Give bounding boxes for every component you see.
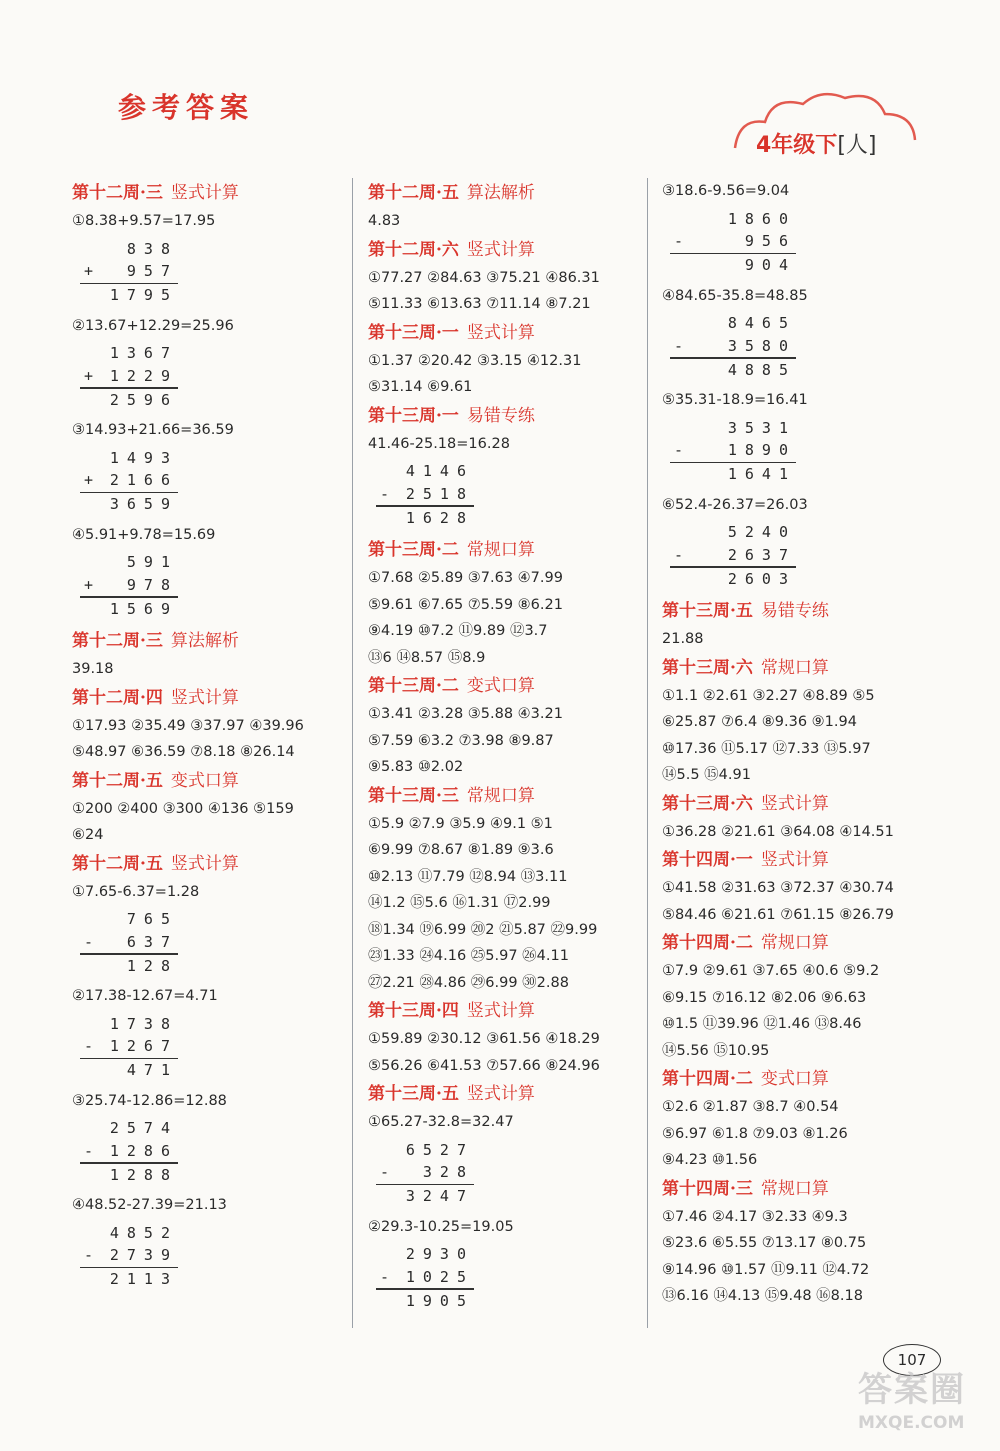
equation-line: ③14.93+21.66=36.59 [72, 422, 234, 438]
vertical-digits: 3247 [405, 1187, 474, 1205]
vertical-row [670, 254, 796, 277]
vertical-digits: 3531 [727, 418, 796, 437]
answer-line: ①3.41 ②3.28 ③5.88 ④3.21 [368, 706, 563, 722]
page-number: 107 [883, 1344, 941, 1376]
answer-line: ⑤48.97 ⑥36.59 ⑦8.18 ⑧26.14 [72, 744, 295, 760]
vertical-digits: 1367 [109, 344, 178, 362]
vertical-row [670, 521, 796, 544]
section-heading [368, 781, 638, 811]
section-heading [662, 653, 942, 683]
vertical-digits: 1905 [405, 1291, 474, 1310]
answer-line: 39.18 [72, 661, 114, 677]
operator-sign: + [84, 262, 94, 280]
vertical-calculation [80, 238, 178, 307]
vertical-row [80, 1013, 178, 1036]
section-heading [72, 683, 342, 713]
vertical-digits: 904 [744, 256, 796, 274]
section-type: 常规口算 [760, 933, 829, 953]
operator-sign: + [84, 575, 94, 594]
section-type: 变式口算 [466, 676, 535, 696]
answer-section [662, 1064, 942, 1174]
section-type: 常规口算 [466, 540, 535, 560]
answer-line: ⑤6.97 ⑥1.8 ⑦9.03 ⑧1.26 [662, 1125, 848, 1142]
answer-line: ⑭5.56 ⑮10.95 [662, 1042, 770, 1059]
equation-line: ④48.52-27.39=21.13 [72, 1197, 227, 1213]
section-heading [72, 178, 342, 208]
equation-line: ①8.38+9.57=17.95 [72, 213, 216, 229]
vertical-calculation [670, 521, 796, 590]
section-week: 第十三周·二 [368, 540, 459, 560]
answer-section [662, 789, 942, 846]
section-type: 常规口算 [760, 657, 829, 678]
answer-line: ⑤7.59 ⑥3.2 ⑦3.98 ⑧9.87 [368, 732, 554, 749]
vertical-row [80, 1268, 178, 1291]
answer-section [662, 653, 942, 789]
answer-line: ①7.46 ②4.17 ③2.33 ④9.3 [662, 1208, 848, 1225]
section-heading [368, 178, 638, 208]
section-week: 第十二周·六 [368, 239, 459, 260]
equation-line: ③18.6-9.56=9.04 [662, 183, 790, 199]
vertical-digits: 4852 [109, 1223, 178, 1242]
vertical-digits: 6527 [405, 1140, 474, 1159]
vertical-row [376, 1139, 474, 1162]
section-week: 第十三周·五 [662, 601, 753, 621]
section-week: 第十三周·一 [368, 405, 459, 426]
answer-column-3 [662, 178, 942, 1310]
vertical-digits: 128 [126, 956, 178, 975]
vertical-row [80, 238, 178, 261]
section-type: 竖式计算 [170, 183, 239, 203]
vertical-row [80, 389, 178, 412]
section-heading [662, 789, 942, 819]
answer-section [72, 178, 342, 620]
section-type: 竖式计算 [466, 239, 535, 260]
answer-line: ①1.1 ②2.61 ③2.27 ④8.89 ⑤5 [662, 687, 875, 704]
answer-line: ⑨5.83 ⑩2.02 [368, 759, 464, 775]
section-week: 第十三周·一 [368, 322, 459, 343]
answer-line: ⑬6.16 ⑭4.13 ⑮9.48 ⑯8.18 [662, 1288, 863, 1304]
section-heading [72, 626, 342, 656]
vertical-row [376, 1290, 474, 1313]
answer-line: ①7.68 ②5.89 ③7.63 ④7.99 [368, 570, 563, 586]
section-type: 竖式计算 [760, 793, 829, 814]
section-type: 变式口算 [760, 1069, 829, 1089]
section-heading [368, 235, 638, 265]
vertical-digits: 5240 [727, 523, 796, 541]
operator-sign: - [380, 1163, 390, 1181]
operator-sign: - [380, 1267, 390, 1286]
answer-line: ⑩17.36 ⑪5.17 ⑫7.33 ⑬5.97 [662, 740, 871, 757]
answer-line: ⑨4.23 ⑩1.56 [662, 1152, 758, 1168]
answer-section [368, 535, 638, 671]
answer-line: ①200 ②400 ③300 ④136 ⑤159 [72, 800, 294, 817]
vertical-digits: 2739 [109, 1246, 178, 1264]
equation-line: ②29.3-10.25=19.05 [368, 1218, 514, 1235]
vertical-digits: 1890 [727, 441, 796, 459]
answer-line: ⑥9.15 ⑦16.12 ⑧2.06 ⑨6.63 [662, 989, 867, 1006]
equation-line: ①7.65-6.37=1.28 [72, 883, 200, 900]
answer-line: ⑤56.26 ⑥41.53 ⑦57.66 ⑧24.96 [368, 1057, 600, 1074]
vertical-digits: 2113 [109, 1270, 178, 1288]
section-type: 竖式计算 [760, 850, 829, 870]
section-type: 竖式计算 [466, 1084, 535, 1104]
operator-sign: - [84, 1141, 94, 1160]
operator-sign: - [380, 484, 390, 503]
equation-line: ③25.74-12.86=12.88 [72, 1092, 227, 1109]
section-week: 第十二周·五 [72, 770, 163, 791]
vertical-digits: 765 [126, 910, 178, 928]
equation-line: ②13.67+12.29=25.96 [72, 317, 234, 334]
answer-line: ⑤11.33 ⑥13.63 ⑦11.14 ⑧7.21 [368, 296, 591, 312]
operator-sign: + [84, 471, 94, 489]
vertical-row [80, 1117, 178, 1140]
operator-sign: - [674, 545, 684, 564]
vertical-digits: 956 [744, 232, 796, 250]
section-heading [662, 928, 942, 958]
answer-line: ⑥9.99 ⑦8.67 ⑧1.89 ⑨3.6 [368, 842, 554, 858]
vertical-digits: 2166 [109, 471, 178, 489]
vertical-row [80, 1222, 178, 1245]
section-week: 第十二周·五 [368, 183, 459, 203]
vertical-digits: 2574 [109, 1119, 178, 1137]
operator-sign: - [674, 441, 684, 459]
vertical-row [80, 955, 178, 978]
vertical-row [670, 312, 796, 335]
vertical-row [80, 1140, 178, 1163]
vertical-row [670, 544, 796, 567]
operator-sign: - [84, 932, 94, 951]
vertical-row [670, 359, 796, 382]
vertical-row [80, 260, 178, 283]
answer-line: ⑩2.13 ⑪7.79 ⑫8.94 ⑬3.11 [368, 868, 568, 885]
section-week: 第十二周·三 [72, 631, 163, 651]
vertical-row [80, 1059, 178, 1082]
section-heading [368, 996, 638, 1026]
vertical-digits: 978 [126, 575, 178, 594]
vertical-row [670, 463, 796, 486]
vertical-row [670, 230, 796, 253]
vertical-digits: 2637 [727, 545, 796, 564]
vertical-digits: 1738 [109, 1014, 178, 1033]
section-heading [662, 596, 942, 626]
vertical-row [80, 551, 178, 574]
vertical-row [376, 1243, 474, 1266]
vertical-digits: 838 [126, 239, 178, 258]
answer-line: ⑥24 [72, 827, 104, 843]
answer-line: ⑥25.87 ⑦6.4 ⑧9.36 ⑨1.94 [662, 714, 857, 730]
answer-section [72, 626, 342, 683]
section-heading [368, 671, 638, 701]
vertical-row [80, 469, 178, 492]
vertical-digits: 637 [126, 932, 178, 951]
watermark-url: MXQE.COM [858, 1413, 965, 1433]
vertical-row [670, 568, 796, 591]
answer-line: ⑨4.19 ⑩7.2 ⑪9.89 ⑫3.7 [368, 623, 548, 639]
vertical-digits: 957 [126, 262, 178, 280]
answer-line: ⑩1.5 ⑪39.96 ⑫1.46 ⑬8.46 [662, 1016, 862, 1032]
vertical-row [80, 908, 178, 931]
vertical-calculation [670, 417, 796, 486]
answer-line: ㉓1.33 ㉔4.16 ㉕5.97 ㉖4.11 [368, 948, 569, 964]
grade-badge [756, 128, 876, 159]
vertical-calculation [80, 1013, 178, 1082]
section-week: 第十二周·四 [72, 687, 163, 708]
section-type: 竖式计算 [466, 1001, 535, 1021]
equation-line: ②17.38-12.67=4.71 [72, 988, 218, 1004]
section-heading [368, 1079, 638, 1109]
column-divider [352, 178, 353, 1328]
answer-section [368, 235, 638, 318]
vertical-calculation [670, 208, 796, 277]
section-heading [368, 401, 638, 431]
answer-line: ①77.27 ②84.63 ③75.21 ④86.31 [368, 269, 600, 286]
vertical-row [376, 460, 474, 483]
section-heading [662, 1064, 942, 1094]
vertical-calculation [670, 312, 796, 381]
section-week: 第十三周·六 [662, 793, 753, 814]
section-heading [662, 845, 942, 875]
equation-line: ④84.65-35.8=48.85 [662, 287, 808, 304]
vertical-row [80, 1164, 178, 1187]
equation-line: ④5.91+9.78=15.69 [72, 526, 216, 543]
equation-line: ⑤35.31-18.9=16.41 [662, 392, 808, 408]
vertical-digits: 471 [126, 1061, 178, 1079]
vertical-row [80, 493, 178, 516]
section-week: 第十二周·五 [72, 853, 163, 874]
vertical-row [670, 208, 796, 231]
section-week: 第十四周·一 [662, 850, 753, 870]
section-heading [662, 1174, 942, 1204]
answer-line: ①41.58 ②31.63 ③72.37 ④30.74 [662, 880, 894, 896]
vertical-digits: 1493 [109, 448, 178, 467]
vertical-calculation [80, 447, 178, 516]
section-type: 算法解析 [466, 183, 535, 203]
vertical-digits: 591 [126, 553, 178, 571]
answer-line: ①7.9 ②9.61 ③7.65 ④0.6 ⑤9.2 [662, 963, 880, 979]
vertical-digits: 2930 [405, 1245, 474, 1263]
vertical-calculation [376, 1243, 474, 1312]
section-type: 竖式计算 [170, 853, 239, 874]
vertical-row [80, 1035, 178, 1058]
watermark-logo [858, 1362, 998, 1450]
answer-line: ⑬6 ⑭8.57 ⑮8.9 [368, 649, 486, 666]
vertical-calculation [80, 1117, 178, 1186]
answer-section [662, 178, 942, 590]
vertical-digits: 4885 [727, 360, 796, 379]
section-week: 第十三周·五 [368, 1084, 459, 1104]
equation-line: ⑥52.4-26.37=26.03 [662, 496, 808, 513]
vertical-digits: 328 [422, 1163, 474, 1181]
vertical-digits: 3659 [109, 495, 178, 513]
section-week: 第十三周·三 [368, 785, 459, 806]
answer-line: ㉗2.21 ㉘4.86 ㉙6.99 ㉚2.88 [368, 974, 569, 991]
section-week: 第十四周·二 [662, 933, 753, 953]
answer-section [662, 845, 942, 928]
answer-section [368, 178, 638, 235]
section-type: 竖式计算 [466, 322, 535, 343]
section-week: 第十四周·二 [662, 1069, 753, 1089]
grade-label: 4年级下 [756, 133, 838, 158]
vertical-calculation [376, 1139, 474, 1208]
answer-section [368, 318, 638, 401]
vertical-digits: 8465 [727, 314, 796, 332]
answer-line: ⑤84.46 ⑥21.61 ⑦61.15 ⑧26.79 [662, 906, 894, 923]
vertical-digits: 1628 [405, 508, 474, 527]
watermark-text: 答案圈 [858, 1370, 966, 1410]
vertical-digits: 3580 [727, 336, 796, 355]
operator-sign: - [674, 232, 684, 250]
answer-section [72, 683, 342, 766]
answer-line: ⑤31.14 ⑥9.61 [368, 379, 473, 395]
answer-section [662, 1174, 942, 1310]
answer-section [368, 401, 638, 530]
section-type: 常规口算 [760, 1178, 829, 1199]
answer-section [72, 766, 342, 849]
answer-line: ⑱1.34 ⑲6.99 ⑳2 ㉑5.87 ㉒9.99 [368, 921, 598, 938]
section-type: 常规口算 [466, 785, 535, 806]
section-heading [368, 318, 638, 348]
vertical-row [80, 931, 178, 954]
vertical-digits: 1569 [109, 599, 178, 618]
answer-section [662, 596, 942, 653]
section-type: 竖式计算 [170, 687, 239, 708]
vertical-digits: 1025 [405, 1267, 474, 1286]
section-type: 算法解析 [170, 631, 239, 651]
answer-section [368, 1079, 638, 1312]
answer-line: ①17.93 ②35.49 ③37.97 ④39.96 [72, 717, 304, 734]
vertical-row [376, 507, 474, 530]
vertical-digits: 1795 [109, 286, 178, 304]
grade-edition: [人] [837, 133, 877, 158]
vertical-calculation [80, 342, 178, 411]
answer-section [662, 928, 942, 1064]
vertical-digits: 1229 [109, 366, 178, 385]
answer-section [368, 671, 638, 781]
answer-line: ⑨14.96 ⑩1.57 ⑪9.11 ⑫4.72 [662, 1261, 870, 1278]
vertical-row [376, 1266, 474, 1289]
answer-line: ①2.6 ②1.87 ③8.7 ④0.54 [662, 1099, 839, 1115]
vertical-row [376, 1185, 474, 1208]
vertical-calculation [80, 908, 178, 977]
vertical-calculation [80, 551, 178, 620]
vertical-digits: 1860 [727, 209, 796, 228]
section-week: 第十二周·三 [72, 183, 163, 203]
vertical-digits: 1641 [727, 465, 796, 483]
section-week: 第十三周·六 [662, 657, 753, 678]
operator-sign: - [84, 1246, 94, 1264]
answer-line: ⑤23.6 ⑥5.55 ⑦13.17 ⑧0.75 [662, 1235, 867, 1251]
answer-section [368, 996, 638, 1079]
answer-line: ⑤9.61 ⑥7.65 ⑦5.59 ⑧6.21 [368, 596, 563, 613]
vertical-row [670, 417, 796, 440]
answer-line: ①36.28 ②21.61 ③64.08 ④14.51 [662, 823, 894, 840]
answer-column-1 [72, 178, 342, 1297]
vertical-row [80, 598, 178, 621]
vertical-digits: 1267 [109, 1037, 178, 1055]
equation-line: ①65.27-32.8=32.47 [368, 1114, 514, 1130]
vertical-digits: 1288 [109, 1165, 178, 1184]
equation-line: 41.46-25.18=16.28 [368, 435, 510, 452]
vertical-digits: 2596 [109, 390, 178, 409]
section-type: 变式口算 [170, 770, 239, 791]
section-heading [72, 849, 342, 879]
column-divider [647, 178, 648, 1328]
vertical-row [80, 447, 178, 470]
answer-line: ①5.9 ②7.9 ③5.9 ④9.1 ⑤1 [368, 815, 553, 832]
answer-line: ⑭1.2 ⑮5.6 ⑯1.31 ⑰2.99 [368, 895, 551, 911]
vertical-digits: 1286 [109, 1141, 178, 1160]
answer-line: ⑭5.5 ⑮4.91 [662, 767, 751, 783]
vertical-row [80, 574, 178, 597]
vertical-row [670, 439, 796, 462]
answer-line: ①59.89 ②30.12 ③61.56 ④18.29 [368, 1031, 600, 1047]
vertical-calculation [376, 460, 474, 529]
vertical-row [80, 342, 178, 365]
section-heading [72, 766, 342, 796]
vertical-row [80, 284, 178, 307]
answer-column-2 [368, 178, 638, 1318]
section-type: 易错专练 [466, 405, 535, 426]
section-week: 第十三周·四 [368, 1001, 459, 1021]
section-week: 第十四周·三 [662, 1178, 753, 1199]
vertical-row [80, 1244, 178, 1267]
section-type: 易错专练 [760, 601, 829, 621]
answer-section [368, 781, 638, 997]
vertical-row [376, 1161, 474, 1184]
section-week: 第十三周·二 [368, 676, 459, 696]
operator-sign: - [674, 336, 684, 355]
vertical-digits: 4146 [405, 462, 474, 480]
vertical-digits: 2603 [727, 569, 796, 588]
page-title: 参考答案 [118, 91, 255, 124]
vertical-row [670, 335, 796, 358]
answer-section [72, 849, 342, 1291]
operator-sign: - [84, 1037, 94, 1055]
answer-line: 4.83 [368, 213, 401, 229]
vertical-row [376, 483, 474, 506]
operator-sign: + [84, 366, 94, 385]
answer-line: 21.88 [662, 631, 704, 647]
vertical-digits: 2518 [405, 484, 474, 503]
section-heading [368, 535, 638, 565]
vertical-row [80, 365, 178, 388]
vertical-calculation [80, 1222, 178, 1291]
answer-line: ①1.37 ②20.42 ③3.15 ④12.31 [368, 352, 582, 369]
